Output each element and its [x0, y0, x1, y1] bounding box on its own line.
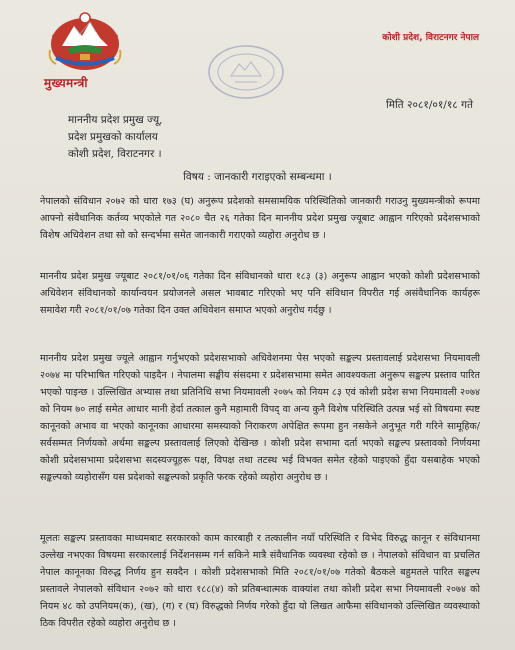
date-line: मिति २०८१/०१/१८ गते: [385, 99, 473, 111]
province-line: कोशी प्रदेश, विराटनगर नेपाल: [382, 33, 479, 43]
office-title: मुख्यमन्त्री: [44, 76, 88, 90]
office-stamp-icon: [205, 42, 287, 102]
body-paragraph: माननीय प्रदेश प्रमुख ज्यूले आह्वान गर्नुभएको प्रदेशसभाको अधिवेशनमा पेस भएको सङ्कल्प प्रस्तावलाई प्रदेशसभा नियमावली २०७४ मा परिभाषित गरिएको पाइदैन । नेपालमा सङ्घीय संसदमा र प्रदेशसभामा समेत आवश्यकता अनुरूप सङ्कल्प प्रस्ताव पारित भएको पाइन्छ । उल्लिखित अभ्यास तथा प्रतिनिधि सभा नियमावली २०७५ को नियम ८३ एवं कोशी प्रदेश सभा नियमावली २०७४ को नियम ७० लाई समेत आधार मानी हेर्दा तत्काल कुनै महामारी विपद् वा अन्य कुनै विशेष परिस्थिति उत्पन्न भई सो विषयमा स्पष्ट कानूनको अभाव वा भएको कानूनका आधारमा समस्याको निराकरण अपेक्षित रूपमा हुन नसकेने अनुभूत गरी गरिने सामूहिक/सर्वसम्मत निर्णयको अर्थमा सङ्कल्प प्रस्तावलाई लिएको देखिन्छ । कोशी प्रदेश सभामा दर्ता भएको सङ्कल्प प्रस्तावको निर्णयमा कोशी प्रदेशसभामा प्रदेशसभा सदस्यज्यूहरू पक्ष, विपक्ष तथा तटस्थ भई विभक्त समेत रहेको पाइएको हुँदा यसबाहेक भएको सङ्कल्पको व्यहोरासँग यस प्रदेशको सङ्कल्पको प्रकृति फरक रहेको व्यहोरा अनुरोध छ ।: [40, 353, 480, 483]
recipient-line: प्रदेश प्रमुखको कार्यालय: [68, 131, 158, 143]
body-paragraph: मूलतः सङ्कल्प प्रस्तावका माध्यमबाट सरकारको काम कारबाही र तत्कालीन नयाँ परिस्थिति र विभेद विरुद्ध कानून र संविधानमा उल्लेख नभएका विषयमा सरकारलाई निर्देशनसम्म गर्न सकिने मात्रै संवैधानिक व्यवस्था रहेको छ । नेपालको संविधान वा प्रचलित नेपाल कानूनका विरुद्ध निर्णय हुन सक्दैन । कोशी प्रदेशसभाको मिति २०८१/०१/०७ गतेको बैठकले बहुमतले पारित सङ्कल्प प्रस्तावले नेपालको संविधान २०७२ को धारा १८८(४) को प्रतिबन्धात्मक वाक्यांश तथा कोशी प्रदेश सभा नियमावली २०७४ को नियम ४८ को उपनियम(क), (ख), (ग) र (घ) विरुद्धको निर्णय गरेको हुँदा यो लिखत आफैमा संविधानको उल्लिखित व्यवस्थाको ठिक विपरीत रहेको व्यहोरा अनुरोध छ ।: [40, 533, 480, 629]
recipient-block: [68, 112, 162, 163]
recipient-line: कोशी प्रदेश, विराटनगर ।: [68, 148, 162, 160]
recipient-line: माननीय प्रदेश प्रमुख ज्यू,: [68, 114, 163, 126]
body-paragraph: माननीय प्रदेश प्रमुख ज्यूबाट २०८१/०१/०६ गतेका दिन संविधानको धारा १८३ (३) अनुरूप आह्वान भएको कोशी प्रदेशसभाको अधिवेशन संविधानको कार्यान्वयन प्रयोजनले असल भावबाट गरिएको भए पनि संविधान विपरीत गई असंवैधानिक कार्यहरू समावेश गरी २०८१/०१/०७ गतेका दिन उक्त अधिवेशन समाप्त भएको अनुरोध गर्दछु ।: [40, 271, 480, 316]
body-paragraph: नेपालको संविधान २०७२ को धारा १७३ (घ) अनुरूप प्रदेशको समसामयिक परिस्थितिको जानकारी गराउनु मुख्यमन्त्रीको रूपमा आफ्नो संवैधानिक कर्तव्य भएकोले गत २०८० चैत २६ गतेका दिन माननीय प्रदेश प्रमुख ज्यूबाट आह्वान गरिएको प्रदेशसभाको विशेष अधिवेशन तथा सो को सन्दर्भमा समेत जानकारी गराएको व्यहोरा अनुरोध छ ।: [40, 196, 480, 241]
nepal-emblem-icon: [44, 8, 126, 74]
subject-line: विषय : जानकारी गराइएको सम्बन्धमा ।: [183, 171, 332, 183]
